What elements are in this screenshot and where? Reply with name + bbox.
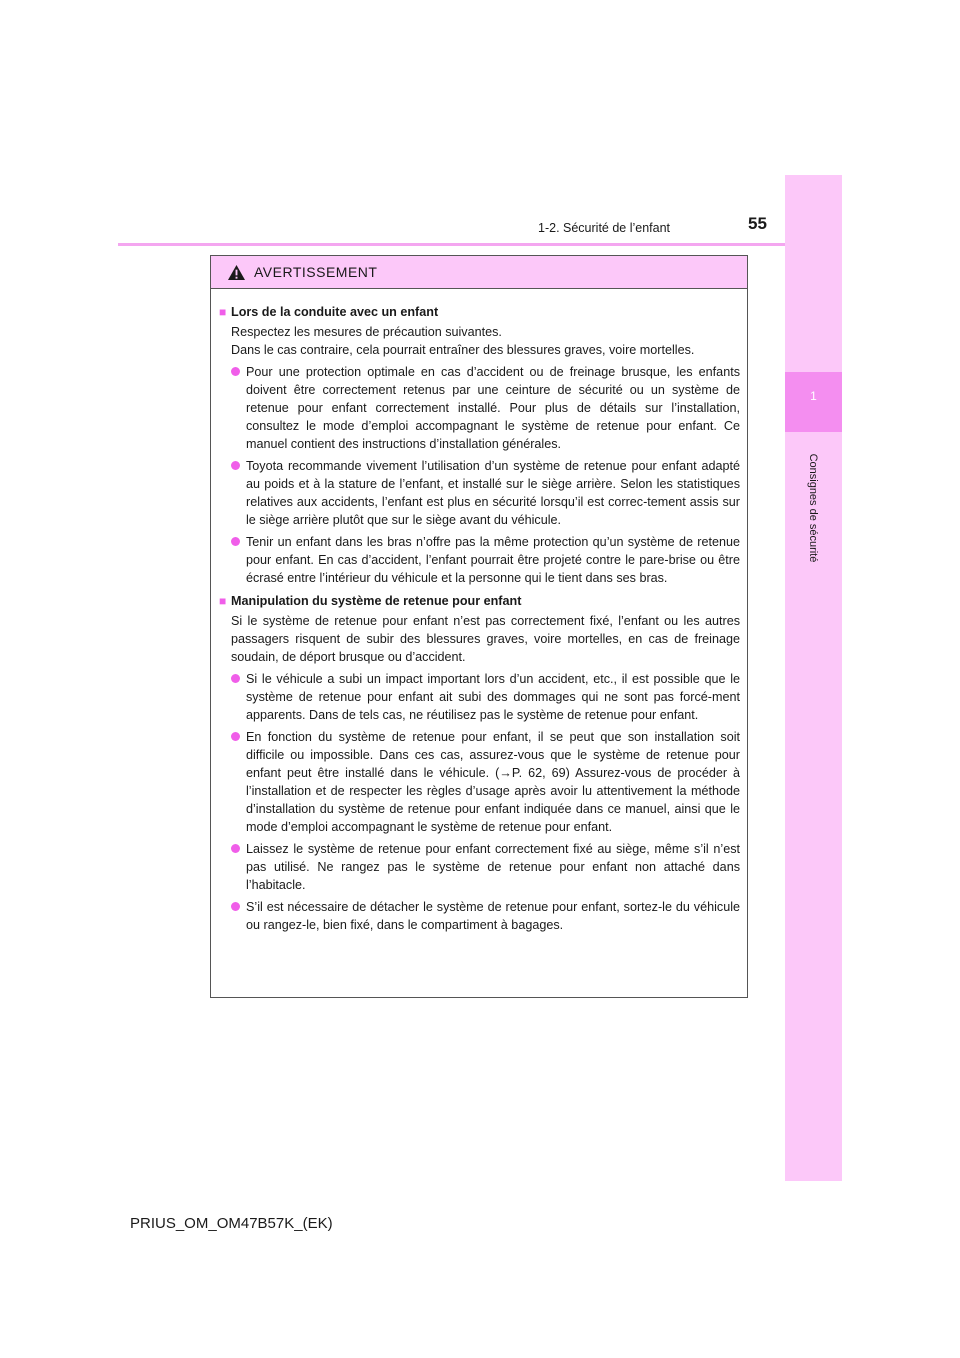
warning-triangle-icon: [227, 264, 246, 281]
section-intro: Dans le cas contraire, cela pourrait entraîner des blessures graves, voire mortelles.: [231, 343, 695, 357]
warning-body: [211, 289, 747, 934]
section-intro: Respectez les mesures de précaution suivantes.: [231, 325, 502, 339]
dot-bullet-icon: [231, 367, 240, 376]
list-item: Laissez le système de retenue pour enfant correctement fixé au siège, même s’il n’est pas utilisé. Ne rangez pas le système de retenue pour enfant non attaché dans l’habitacle.: [219, 840, 740, 894]
list-item: Si le véhicule a subi un impact important lors d’un accident, etc., il est possible que le système de retenue pour enfant ait subi des dommages qui ne sont pas forcé-ment apparents. Dans de tels cas, ne réutilisez pas le système de retenue pour enfant.: [219, 670, 740, 724]
section-heading: ■ Manipulation du système de retenue pour enfant: [219, 594, 522, 608]
list-item: Toyota recommande vivement l’utilisation d’un système de retenue pour enfant adapté au poids et à la stature de l’enfant, et installé sur le siège arrière. Selon les statistiques relatives aux accidents, l’enfant est plus en sécurité lorsqu’il est correc-tement assis sur le siège arrière plutôt que sur le siège avant du véhicule.: [219, 457, 740, 529]
square-bullet-icon: ■: [219, 594, 227, 608]
list-item: Tenir un enfant dans les bras n’offre pas la même protection qu’un système de retenue pour enfant. En cas d’accident, l’enfant pourrait être projeté contre le pare-brise ou être écrasé entre l’intérieur du véhicule et la personne qui le tient dans ses bras.: [219, 533, 740, 587]
header-rule: [118, 243, 842, 246]
section-intro: Si le système de retenue pour enfant n’est pas correctement fixé, l’enfant ou les autres passagers risquent de subir des blessures graves, voire mortelles, en cas de freinage soudain, de déport brusque ou d’accident.: [231, 614, 740, 664]
page-number: 55: [748, 214, 767, 233]
square-bullet-icon: ■: [219, 305, 227, 319]
dot-bullet-icon: [231, 537, 240, 546]
list-item: Pour une protection optimale en cas d’accident ou de freinage brusque, les enfants doivent être correctement retenus par une ceinture de sécurité ou un système de retenue pour enfant correctement installé. Pour plus de détails sur l’installation, consultez le mode d’emploi accompagnant le système de retenue pour enfant. Ce manuel contient des instructions d’installation générales.: [219, 363, 740, 453]
warning-header: [211, 256, 747, 289]
document-code: PRIUS_OM_OM47B57K_(EK): [130, 1215, 333, 1232]
section-heading: ■ Lors de la conduite avec un enfant: [219, 305, 439, 319]
chapter-number: 1: [810, 389, 817, 403]
dot-bullet-icon: [231, 844, 240, 853]
dot-bullet-icon: [231, 732, 240, 741]
dot-bullet-icon: [231, 461, 240, 470]
list-item: En fonction du système de retenue pour enfant, il se peut que son installation soit difficile ou impossible. Dans ces cas, assurez-vous que le système de retenue pour enfant peut être installé dans le véhicule. (→P. 62, 69) Assurez-vous de procéder à l’installation et de respecter les règles d’usage après avoir lu attentivement la méthode d’installation du système de retenue pour enfant indiquée dans ce manuel, ainsi que le mode d’emploi accompagnant le système de retenue pour enfant.: [219, 728, 740, 836]
chapter-label: Consignes de sécurité: [807, 453, 819, 563]
warning-title: AVERTISSEMENT: [254, 264, 378, 280]
chapter-side-tab: [785, 175, 842, 1181]
section-title: 1-2. Sécurité de l’enfant: [538, 221, 671, 235]
dot-bullet-icon: [231, 902, 240, 911]
warning-box: [210, 255, 748, 998]
list-item: S’il est nécessaire de détacher le système de retenue pour enfant, sortez-le du véhicule ou rangez-le, bien fixé, dans le compartiment à bagages.: [219, 898, 740, 934]
dot-bullet-icon: [231, 674, 240, 683]
